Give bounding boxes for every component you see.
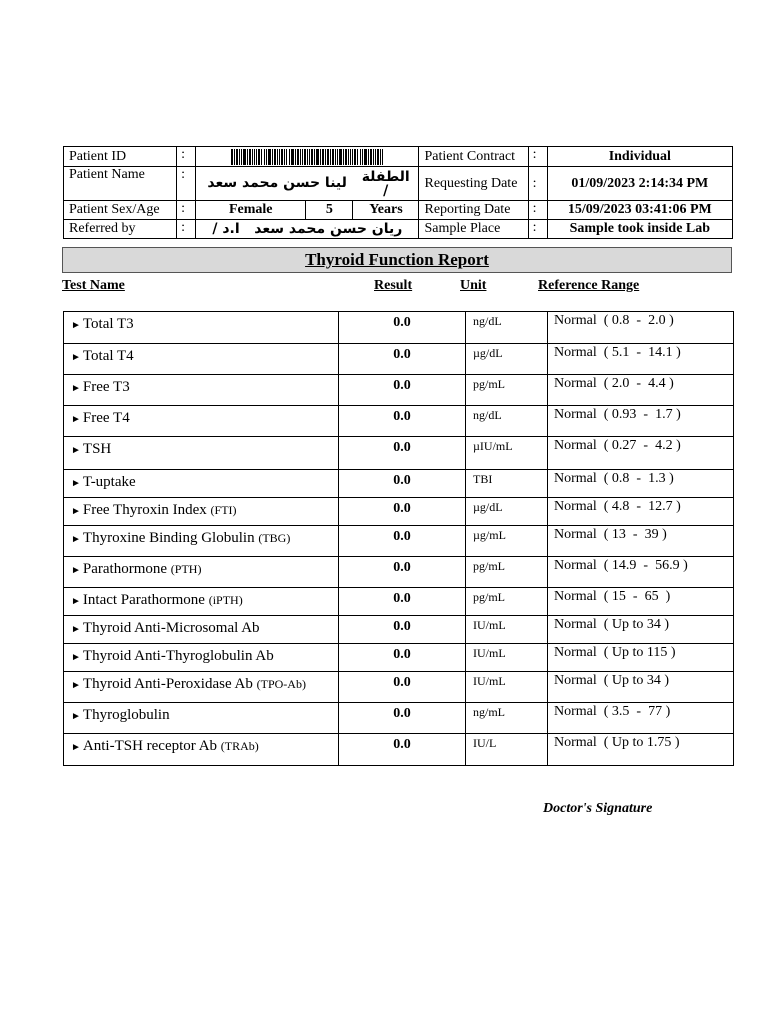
patient-contract-value: Individual — [547, 147, 732, 167]
bullet-arrow-icon: ► — [71, 596, 81, 607]
test-result: 0.0 — [339, 703, 466, 734]
barcode-bar — [316, 149, 319, 165]
test-unit: IU/mL — [466, 616, 548, 644]
sample-place-label: Sample Place — [419, 220, 528, 239]
barcode-bar — [247, 149, 248, 165]
table-row — [64, 734, 734, 766]
test-result: 0.0 — [339, 498, 466, 526]
test-unit: µIU/mL — [466, 437, 548, 470]
test-name — [64, 312, 339, 344]
test-name — [64, 375, 339, 406]
barcode-bar — [335, 149, 336, 165]
barcode-bar — [337, 149, 338, 165]
requesting-date-value: 01/09/2023 2:14:34 PM — [547, 167, 732, 201]
colon: : — [528, 167, 547, 201]
barcode-bar — [332, 149, 334, 165]
test-unit: IU/mL — [466, 644, 548, 672]
bullet-arrow-icon: ► — [71, 320, 81, 331]
test-name — [64, 734, 339, 766]
test-name — [64, 344, 339, 375]
test-result: 0.0 — [339, 312, 466, 344]
test-name — [64, 406, 339, 437]
test-name — [64, 703, 339, 734]
test-reference-range: Normal ( Up to 1.75 ) — [548, 734, 734, 766]
test-result: 0.0 — [339, 470, 466, 498]
test-reference-range: Normal ( Up to 34 ) — [548, 672, 734, 703]
barcode-bar — [330, 149, 331, 165]
table-row — [64, 406, 734, 437]
sample-place-value: Sample took inside Lab — [547, 220, 732, 239]
test-unit: µg/dL — [466, 498, 548, 526]
test-reference-range: Normal ( 14.9 - 56.9 ) — [548, 557, 734, 588]
bullet-arrow-icon: ► — [71, 624, 81, 635]
test-reference-range: Normal ( Up to 34 ) — [548, 616, 734, 644]
bullet-arrow-icon: ► — [71, 478, 81, 489]
barcode-bar — [274, 149, 276, 165]
test-unit: µg/dL — [466, 344, 548, 375]
test-reference-range: Normal ( 3.5 - 77 ) — [548, 703, 734, 734]
test-reference-range: Normal ( 0.93 - 1.7 ) — [548, 406, 734, 437]
table-row — [64, 616, 734, 644]
barcode-bar — [360, 149, 361, 165]
doctor-signature-label: Doctor's Signature — [543, 801, 653, 816]
barcode-bar — [234, 149, 235, 165]
bullet-arrow-icon: ► — [71, 506, 81, 517]
colon: : — [528, 147, 547, 167]
barcode-bar — [304, 149, 306, 165]
table-row — [64, 644, 734, 672]
barcode-bar — [286, 149, 287, 165]
barcode-bar — [314, 149, 315, 165]
colon: : — [177, 167, 196, 201]
test-name-text: Total T3 — [82, 316, 134, 332]
test-reference-range: Normal ( 13 - 39 ) — [548, 526, 734, 557]
test-reference-range: Normal ( 2.0 - 4.4 ) — [548, 375, 734, 406]
table-row — [64, 470, 734, 498]
test-result: 0.0 — [339, 437, 466, 470]
colon: : — [528, 201, 547, 220]
barcode-bar — [311, 149, 313, 165]
barcode-bar — [241, 149, 242, 165]
barcode-bar — [307, 149, 308, 165]
patient-id-label: Patient ID — [64, 147, 177, 167]
table-row — [64, 588, 734, 616]
barcode-bar — [302, 149, 303, 165]
barcode-bar — [272, 149, 273, 165]
barcode-bar — [256, 149, 257, 165]
table-row — [64, 437, 734, 470]
table-row — [64, 312, 734, 344]
barcode-bar — [377, 149, 379, 165]
header-reference-range: Reference Range — [538, 278, 640, 293]
barcode-bar — [320, 149, 321, 165]
barcode-bar — [277, 149, 278, 165]
barcode-bar — [239, 149, 240, 165]
header-result: Result — [374, 278, 413, 293]
barcode-bar — [364, 149, 367, 165]
test-result: 0.0 — [339, 672, 466, 703]
barcode-bar — [291, 149, 294, 165]
barcode-bar — [266, 149, 267, 165]
test-reference-range: Normal ( 15 - 65 ) — [548, 588, 734, 616]
test-unit: IU/mL — [466, 672, 548, 703]
test-result: 0.0 — [339, 344, 466, 375]
barcode-bar — [348, 149, 349, 165]
test-name-text: Free T4 — [82, 410, 130, 426]
test-unit: µg/mL — [466, 526, 548, 557]
test-name — [64, 557, 339, 588]
test-result: 0.0 — [339, 526, 466, 557]
table-row — [64, 344, 734, 375]
barcode-bar — [309, 149, 310, 165]
test-name-text: Total T4 — [82, 348, 134, 364]
bullet-arrow-icon: ► — [71, 352, 81, 363]
barcode-bar — [289, 149, 290, 165]
test-name-text: T-uptake — [82, 474, 136, 490]
patient-info-table — [63, 146, 733, 239]
test-name-text: Anti-TSH receptor Ab — [82, 738, 221, 754]
test-reference-range: Normal ( 0.8 - 1.3 ) — [548, 470, 734, 498]
test-name — [64, 470, 339, 498]
barcode-bar — [284, 149, 285, 165]
bullet-arrow-icon: ► — [71, 445, 81, 456]
test-name — [64, 526, 339, 557]
barcode-bar — [343, 149, 344, 165]
test-reference-range: Normal ( 5.1 - 14.1 ) — [548, 344, 734, 375]
barcode-bar — [297, 149, 299, 165]
test-unit: ng/dL — [466, 406, 548, 437]
barcode-bar — [236, 149, 238, 165]
barcode-bar — [252, 149, 253, 165]
test-result: 0.0 — [339, 616, 466, 644]
test-unit: pg/mL — [466, 557, 548, 588]
patient-id-barcode — [196, 147, 419, 167]
patient-age-value: 5 — [306, 201, 353, 220]
bullet-arrow-icon: ► — [71, 711, 81, 722]
patient-name-label: Patient Name — [64, 167, 177, 201]
barcode-bar — [264, 149, 265, 165]
test-name-text: Thyroglobulin — [82, 707, 170, 723]
barcode-bar — [295, 149, 296, 165]
bullet-arrow-icon: ► — [71, 652, 81, 663]
test-abbreviation: (PTH) — [170, 562, 202, 576]
barcode-bar — [350, 149, 351, 165]
patient-sex-value: Female — [196, 201, 306, 220]
test-abbreviation: (TBG) — [258, 531, 291, 545]
test-name — [64, 644, 339, 672]
barcode-icon — [231, 148, 383, 166]
reporting-date-label: Reporting Date — [419, 201, 528, 220]
barcode-bar — [249, 149, 251, 165]
barcode-bar — [339, 149, 342, 165]
table-row — [64, 498, 734, 526]
test-result: 0.0 — [339, 406, 466, 437]
barcode-bar — [354, 149, 356, 165]
barcode-bar — [254, 149, 255, 165]
barcode-bar — [368, 149, 369, 165]
report-title: Thyroid Function Report — [62, 247, 732, 273]
barcode-bar — [373, 149, 374, 165]
table-row — [64, 375, 734, 406]
barcode-bar — [345, 149, 347, 165]
test-unit: IU/L — [466, 734, 548, 766]
test-result: 0.0 — [339, 734, 466, 766]
barcode-bar — [261, 149, 262, 165]
test-name-text: Free Thyroxin Index — [82, 502, 211, 518]
test-result: 0.0 — [339, 644, 466, 672]
barcode-bar — [268, 149, 271, 165]
patient-name-prefix-line1: الطفلة — [361, 168, 410, 185]
referred-by-prefix: ا.د / — [212, 220, 240, 237]
test-name-text: Intact Parathormone — [82, 592, 209, 608]
referred-by-arabic — [212, 221, 402, 237]
patient-age-unit: Years — [353, 201, 419, 220]
referred-by-value — [196, 220, 419, 239]
barcode-bar — [325, 149, 326, 165]
test-result: 0.0 — [339, 557, 466, 588]
colon: : — [177, 220, 196, 239]
barcode-bar — [258, 149, 260, 165]
table-row — [64, 672, 734, 703]
barcode-bar — [300, 149, 301, 165]
test-abbreviation: (TPO-Ab) — [256, 677, 306, 691]
barcode-bar — [281, 149, 283, 165]
bullet-arrow-icon: ► — [71, 534, 81, 545]
bullet-arrow-icon: ► — [71, 383, 81, 394]
test-unit: ng/dL — [466, 312, 548, 344]
test-name — [64, 672, 339, 703]
test-unit: ng/mL — [466, 703, 548, 734]
barcode-bar — [357, 149, 358, 165]
patient-sex-age-label: Patient Sex/Age — [64, 201, 177, 220]
test-unit: pg/mL — [466, 375, 548, 406]
results-table — [63, 311, 734, 766]
patient-name-value — [196, 167, 353, 201]
barcode-bar — [362, 149, 363, 165]
header-unit: Unit — [460, 278, 487, 293]
barcode-bar — [231, 149, 233, 165]
test-unit: pg/mL — [466, 588, 548, 616]
test-unit: TBI — [466, 470, 548, 498]
bullet-arrow-icon: ► — [71, 565, 81, 576]
test-name-text: Free T3 — [82, 379, 130, 395]
table-row — [64, 526, 734, 557]
colon: : — [177, 201, 196, 220]
barcode-bar — [243, 149, 246, 165]
patient-name-arabic: لينا حسن محمد سعد — [207, 175, 347, 191]
test-name-text: Thyroid Anti-Peroxidase Ab — [82, 676, 257, 692]
test-name-text: TSH — [82, 441, 112, 457]
test-abbreviation: (TRAb) — [220, 739, 259, 753]
test-name-text: Thyroid Anti-Thyroglobulin Ab — [82, 648, 274, 664]
test-result: 0.0 — [339, 588, 466, 616]
bullet-arrow-icon: ► — [71, 414, 81, 425]
patient-name-prefix — [353, 167, 419, 201]
test-reference-range: Normal ( 0.27 - 4.2 ) — [548, 437, 734, 470]
test-name — [64, 588, 339, 616]
test-name-text: Parathormone — [82, 561, 171, 577]
bullet-arrow-icon: ► — [71, 742, 81, 753]
patient-contract-label: Patient Contract — [419, 147, 528, 167]
barcode-bar — [327, 149, 329, 165]
barcode-bar — [322, 149, 324, 165]
table-row — [64, 557, 734, 588]
test-abbreviation: (FTI) — [210, 503, 237, 517]
barcode-bar — [352, 149, 353, 165]
test-reference-range: Normal ( 4.8 - 12.7 ) — [548, 498, 734, 526]
barcode-bar — [279, 149, 280, 165]
referred-by-name: ريان حسن محمد سعد — [254, 220, 403, 237]
reporting-date-value: 15/09/2023 03:41:06 PM — [547, 201, 732, 220]
test-name — [64, 437, 339, 470]
table-row — [64, 703, 734, 734]
barcode-bar — [370, 149, 372, 165]
barcode-bar — [375, 149, 376, 165]
colon: : — [177, 147, 196, 167]
barcode-bar — [382, 149, 383, 165]
test-result: 0.0 — [339, 375, 466, 406]
barcode-bar — [380, 149, 381, 165]
test-name-text: Thyroid Anti-Microsomal Ab — [82, 620, 260, 636]
bullet-arrow-icon: ► — [71, 680, 81, 691]
test-reference-range: Normal ( 0.8 - 2.0 ) — [548, 312, 734, 344]
patient-name-prefix-line2: / — [383, 182, 389, 199]
test-name — [64, 498, 339, 526]
requesting-date-label: Requesting Date — [419, 167, 528, 201]
test-reference-range: Normal ( Up to 115 ) — [548, 644, 734, 672]
test-abbreviation: (iPTH) — [208, 593, 243, 607]
colon: : — [528, 220, 547, 239]
referred-by-label: Referred by — [64, 220, 177, 239]
header-test-name: Test Name — [62, 278, 125, 293]
test-name — [64, 616, 339, 644]
test-name-text: Thyroxine Binding Globulin — [82, 530, 259, 546]
